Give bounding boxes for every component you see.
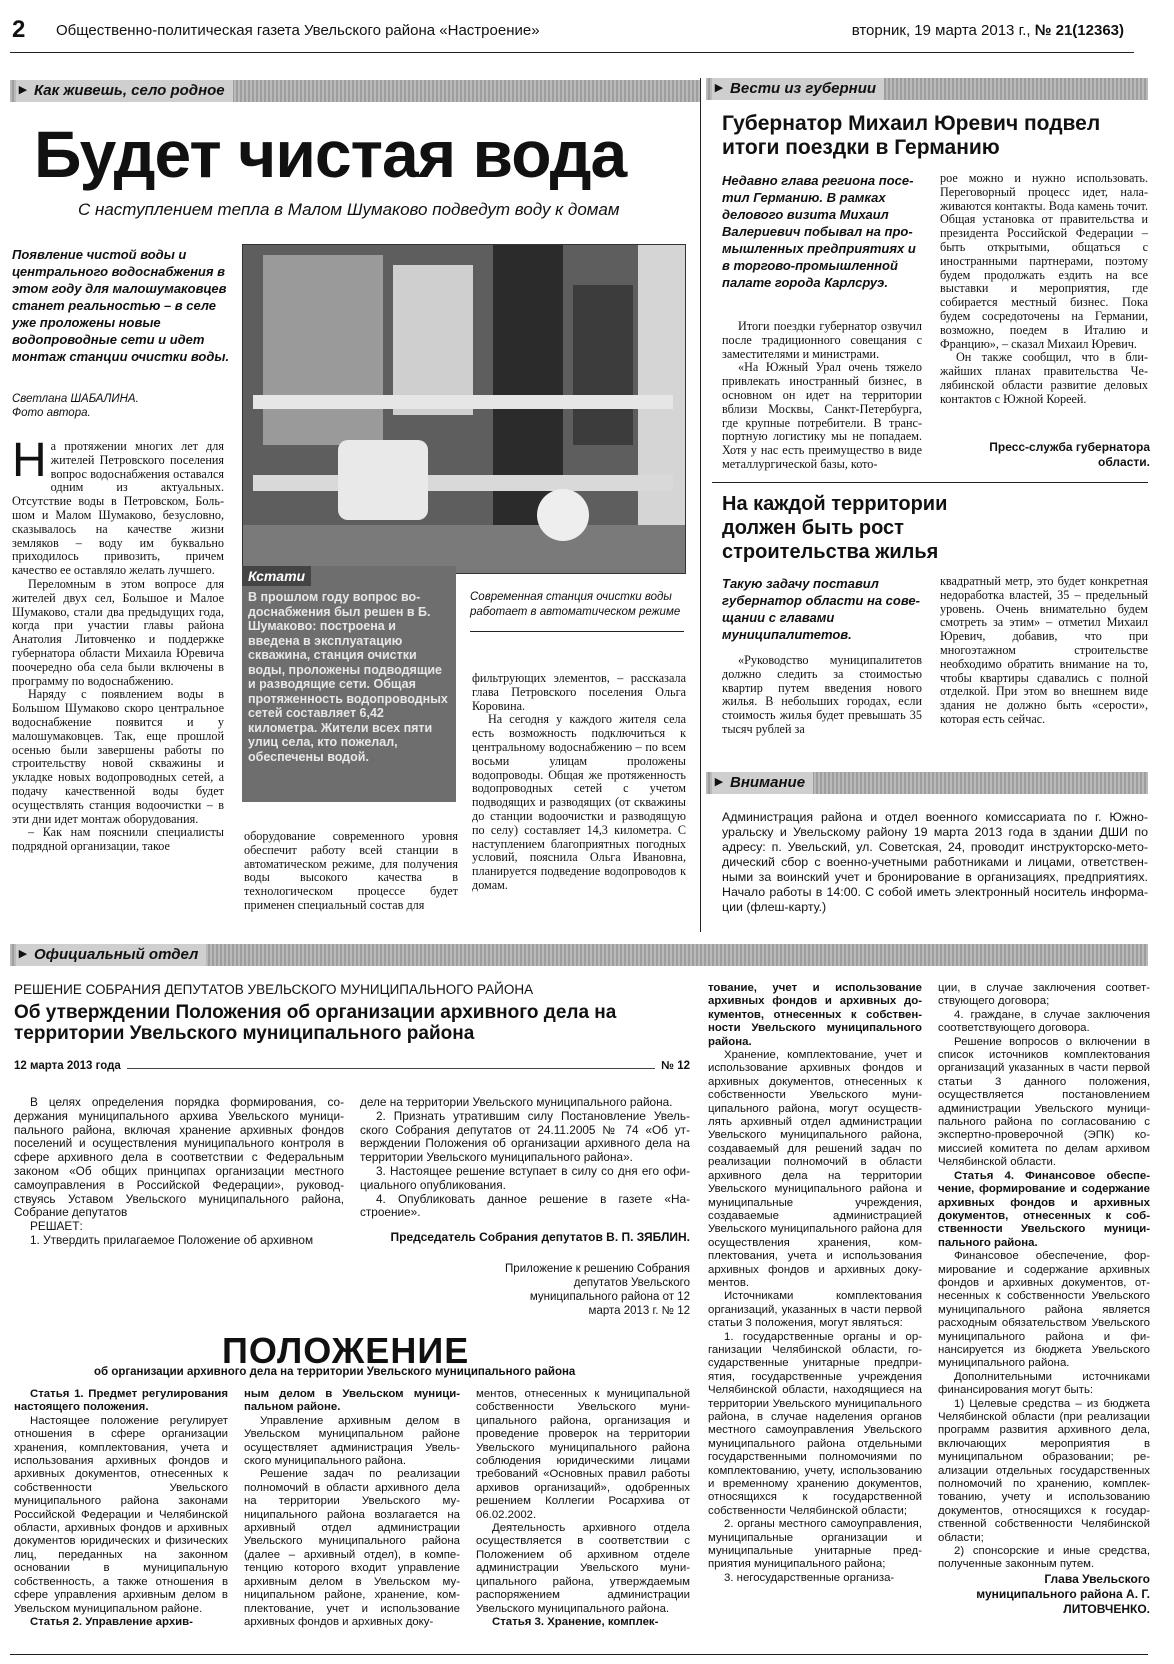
gov-col1-p1: Итоги поездки губернатор озвучил после традиционного совещания с заместителями и министрами. <box>722 319 922 361</box>
date-text: вторник, 19 марта 2013 г., <box>851 22 1031 39</box>
article-column-1 <box>12 434 224 854</box>
section-label: ▸ Как живешь, село родное <box>16 80 233 102</box>
housing-column-1 <box>722 654 922 737</box>
polozhenie-column-3 <box>476 1388 690 1629</box>
article-4-heading: Статья 4. Финансовое обеспечение, формирование и содержание архивных фондов и архивных документов, отнесенных к собственности Увельского муниципального района. <box>938 1169 1150 1249</box>
byline <box>12 392 222 420</box>
polozhenie-column-2 <box>244 1388 460 1629</box>
governor-signature: Пресс-служба губернатора области. <box>989 440 1150 469</box>
dropcap: Н <box>12 434 47 487</box>
decision-preamble: В целях определения порядка формирования, содержания муниципального архива Увельского муниципального района, включая хранение архивных фондов поселений и осуществления муниципального контроля в сфере архивного дела в соответствии с Федеральным законом «Об общих принципах организации местного самоуправления в Российской Федерации», руководствуясь Уставом Увельского муниципального района, Собрание депутатов <box>14 1095 344 1220</box>
col1-paragraph-4: – Как нам пояснили специалисты подрядной организации, такое <box>12 825 224 854</box>
gov-col2-p2: Он также сообщил, что в ближайших планах правительства Челябинской области развитие деловых контактов с Южной Кореей. <box>940 350 1148 406</box>
article-3-text-4: 2. органы местного самоуправления, муниципальные организации и муниципальные унитарные предприятия муниципального района; <box>708 1518 922 1571</box>
newspaper-name: Общественно-политическая газета Увельского района «Настроение» <box>56 22 540 39</box>
article-4-text-3: 1) Целевые средства – из бюджета Челябинской области (при реализации программ развития архивного дела, включающих мероприятия в муниципальном образовании; реализации отдельных государственных полномочий по хранению, комплектованию, учету и использованию документов, относящихся к государственной собственности Челябинской области; <box>938 1397 1150 1544</box>
article-2-text-3: ментов, отнесенных к муниципальной собственности Увельского муниципального района, организация и проведение проверок на территории Увельского муниципального района соблюдения юридическими лицами требований «Основных правил работы архивов организаций», одобренных решением Коллегии Росархива от 06.02.2002. <box>476 1388 690 1521</box>
article-4-text-2: Дополнительными источниками финансирования могут быть: <box>938 1370 1150 1397</box>
gov-col1-p2: «На Южный Урал очень тяжело привлекать иностранный бизнес, в основном он идет на территории вблизи Москвы, Санкт-Петербурга, где крупные потребители. В транспортную логистику мы не попадаем. Хотя у нас есть преимущество в виде металлургической базы, кото- <box>722 360 922 471</box>
water-station-photo <box>242 244 686 574</box>
sidebar-kstati <box>242 566 456 802</box>
housing-lead: Такую задачу поставил губернатор области на совещании с главами муниципалитетов. <box>722 576 920 642</box>
housing-title: На каждой территории должен быть рост строительства жилья <box>722 493 948 563</box>
article-3-text-7: 4. граждане, в случае заключения соответствующего договора. <box>938 1008 1150 1035</box>
footer-rule <box>10 1654 1148 1655</box>
article-title: Будет чистая вода <box>34 117 627 191</box>
col3-paragraph-2: На сегодня у каждого жителя села есть возможность подключиться к центральному водоснабжению – по всем восьми улицам проложены водопроводы. Общая же протяженность водопроводных сетей с учетом подводящих и разводящих (от скважины до станции водоочистки и разводящую по селу) составляет 14,3 километра. С наступлением благоприятных погодных условий, пояснила Ольга Ивановна, планируется подведение водопроводов к домам. <box>472 712 686 892</box>
article-2-text-1: Управление архивным делом в Увельском муниципальном районе осуществляет администрация Увельского муниципального района. <box>244 1414 460 1468</box>
housing-column-2 <box>940 575 1148 727</box>
polozhenie-column-1 <box>14 1388 228 1629</box>
decision-resolves: РЕШАЕТ: <box>30 1219 83 1234</box>
governor-column-2 <box>940 172 1148 407</box>
decision-b-p2: 2. Признать утратившим силу Постановление Увельского Собрания депутатов от 24.11.2005 № 74 «Об утверждении Положения об организации архивного дела на территории Увельского муниципального района». <box>360 1108 690 1165</box>
governor-lead: Недавно глава региона посетил Германию. В рамках делового визита Михаил Валериевич побывал на промышленных предприятиях и в торгово-промышленной палате города Карлсруэ. <box>722 173 916 290</box>
section-bar-official <box>10 944 1148 966</box>
column-divider <box>700 78 701 932</box>
article-3-text-5: 3. негосударственные организа- <box>724 1571 895 1584</box>
chair-signature: Председатель Собрания депутатов В. П. ЗЯБЛИН. <box>390 1230 690 1244</box>
article-4-text-4: 2) спонсорские и иные средства, полученные законным путем. <box>938 1545 1150 1571</box>
col1-paragraph-2: Переломным в этом вопросе для жителей двух сел, Большое и Малое Шумаково, стали два предыдущих года, когда при участии главы района Анатолия Литовченко и поддержке губернатора области Михаила Юревича поочередно оба села были включены в программу по водоснабжению. <box>12 576 224 688</box>
photo-credit: Фото автора. <box>12 407 91 419</box>
governor-rule <box>712 482 1148 483</box>
photo-caption: Современная станция очистки воды работает в автоматическом режиме <box>470 590 684 632</box>
article-4-text-1: Финансовое обеспечение, формирование и содержание архивных фондов и архивных документов, отнесенных к собственности Увельского муниципального района является расходным обязательством Увельского муниципального района и финансируется из бюджета Увельского муниципального района. <box>938 1250 1150 1370</box>
decision-column-b <box>360 1096 690 1220</box>
polozhenie-column-5 <box>938 982 1150 1617</box>
appendix-note: Приложение к решению Собрания депутатов Увельского муниципального района от 12 марта 2013 г. № 12 <box>505 1263 690 1317</box>
notice-text <box>722 810 1148 915</box>
col1-paragraph-3: Наряду с появлением воды в Большом Шумаково скоро центральное водоснабжение появится и у малошумаковцев. Так, еще прошлой осенью были завершены работы по строительству новой скважины и укладке новых водопроводных сетей, а подачу качественной воды будет осуществлять станция водоочистки – в эти дни идет монтаж оборудования. <box>12 687 224 826</box>
photo-illustration <box>243 245 686 574</box>
article-2-text-4: Деятельность архивного отдела осуществляется в соответствии с Положением об архивном отделе администрации Увельского муниципального района, утверждаемым распоряжением администрации Увельского муниципального района. <box>476 1522 690 1615</box>
polozhenie-column-4 <box>708 982 922 1585</box>
section-bar-village <box>10 80 700 102</box>
article-2-text-2: Решение задач по реализации полномочий в области архивного дела на территории Увельского муниципального района возлагается на архивный отдел администрации Увельского муниципального района (далее – архивный отдел), в компетенцию которого входит управление архивным делом в Увельском муниципальном районе, хранение, комплектование, учет и использование архивных фондов и архивных доку- <box>244 1468 460 1628</box>
decision-b-p4: 4. Опубликовать данное решение в газете «Настроение». <box>360 1191 690 1220</box>
notice-paragraph: Администрация района и отдел военного комиссариата по г. Южноуральску и Увельскому району 19 марта 2013 года в здании ДШИ по адресу: п. Увельский, ул. Советская, 24, проводит инструкторско-методический сбор с военно-учетными работниками и лицами, ответственными за воинский учет и бронирование в организациях, предприятиях. Начало работы в 14:00. С собой иметь электронный носитель информации (флеш-карту.) <box>722 810 1148 914</box>
polozhenie-subtitle: об организации архивного дела на территории Увельского муниципального района <box>94 1366 576 1378</box>
article-3-text-6: ции, в случае заключения соответствующего договора; <box>938 982 1150 1008</box>
article-column-3 <box>472 672 686 893</box>
article-3-text-1: Хранение, комплектование, учет и использование архивных фондов и архивных документов, отнесенных к собственности Увельского муниципального района, могут осуществлять архивный отдел администрации Увельского муниципального района, создаваемый для решений задач по реализации полномочий в области архивного дела на территории Увельского муниципального района и муниципальные учреждения, создаваемые администрацией Увельского муниципального района для осуществления хранения, комплектования, учета и использования архивных фондов и архивных документов. <box>708 1049 922 1289</box>
section-label: ▸ Вести из губернии <box>712 78 884 100</box>
col1-paragraph-1: а протяжении многих лет для жителей Петровского поселения вопрос водоснабжения оставался одним из актуальных. Отсутствие воды в Петровском, Большом и Малом Шумаково, безусловно, сказывалось на качестве жизни земляков – воду им буквально приходилось привозить, причем качество ее оставляло желать лучшего. <box>12 439 224 578</box>
article-subtitle: С наступлением тепла в Малом Шумаково подведут воду к домам <box>78 200 620 219</box>
decision-date-line <box>14 1060 690 1076</box>
decision-b-p1: деле на территории Увельского муниципального района. <box>360 1095 673 1109</box>
decision-column-a <box>14 1096 344 1248</box>
section-bar-region <box>706 78 1148 100</box>
governor-title: Губернатор Михаил Юревич подвел итоги поездки в Германию <box>722 112 1101 159</box>
decision-kicker: РЕШЕНИЕ СОБРАНИЯ ДЕПУТАТОВ УВЕЛЬСКОГО МУНИЦИПАЛЬНОГО РАЙОНА <box>14 982 534 997</box>
issue-number: № 21(12363) <box>1034 22 1124 39</box>
decision-number: № 12 <box>655 1060 690 1072</box>
housing-col1-p1: «Руководство муниципалитетов должно следить за стоимостью квартир путем введения нового жилья. В небольших городах, если стоимость жилья будет превышать 35 тысяч рублей за <box>722 653 922 736</box>
decision-title: Об утверждении Положения об организации архивного дела на территории Увельского муниципального района <box>14 1002 617 1044</box>
issue-date <box>852 22 1124 39</box>
sidebox-title: Кстати <box>242 566 311 586</box>
section-bar-notice <box>706 772 1148 794</box>
article-3-text-3: 1. государственные органы и организации Челябинской области, государственные унитарные предприятия, государственные учреждения Челябинской области, находящиеся на территории Увельского муниципального района, в случае наделения органов местного самоуправления Увельского муниципального района отдельными государственными полномочиями по комплектованию, учету, использованию и временному хранению документов, относящихся к государственной собственности Челябинской области; <box>708 1330 922 1517</box>
head-signature: Глава Увельского муниципального района А. Г. ЛИТОВЧЕНКО. <box>976 1571 1150 1616</box>
governor-column-1 <box>722 320 922 472</box>
col3-paragraph-1: фильтрующих элементов, – рассказала глава Петровского поселения Ольга Коровина. <box>472 671 686 713</box>
polozhenie-title: ПОЛОЖЕНИЕ <box>222 1330 470 1371</box>
author: Светлана ШАБАЛИНА. <box>12 393 139 405</box>
col2-text: оборудование современного уровня обеспечит работу всей станции в автоматическом режиме, для получения воды высокого качества в технологическом процессе будет применен специальный состав для <box>244 829 458 912</box>
article-2-heading-start: Статья 2. Управление архив- <box>30 1615 193 1628</box>
gov-col2-p1: рое можно и нужно использовать. Переговорный процесс идет, налаживаются контакты. Вода камень точит. Общая установка от правительства и президента Российской Федерации – быть открытыми, общаться с иностранными партнерами, поэтому будем продолжать ездить на все выставки и мероприятия, где собирается местный бизнес. Пока будем сосредоточены на Германии, возможно, поедем в Италию и Францию», – сказал Михаил Юревич. <box>940 171 1148 351</box>
article-1-heading: Статья 1. Предмет регулирования настоящего положения. <box>14 1388 228 1414</box>
page-number: 2 <box>12 16 26 43</box>
sidebox-text: В прошлом году вопрос водоснабжения был решен в Б. Шумаково: построена и введена в эксплуатацию скважина, станция очистки воды, проложены подводящие и разводящие сети. Общая протяженность водопроводных сетей составляет 6,42 километра. Жители всех пяти улиц села, кто пожелал, обеспечены водой. <box>248 590 448 764</box>
decision-item-1: 1. Утвердить прилагаемое Положение об архивном <box>30 1232 314 1247</box>
article-3-text-8: Решение вопросов о включении в список источников комплектования организаций указанных в части первой статьи 3 данного положения, осуществляется постановлением администрации Увельского муниципального района по согласованию с экспертно-проверочной (ЭПК) комиссией комитета по делам архивом Челябинской области. <box>938 1035 1150 1169</box>
article-1-text: Настоящее положение регулирует отношения в сфере организации хранения, комплектования, учета и использования архивных фондов и архивных документов, отнесенных к собственности Увельского муниципального района законами Российской Федерации и Челябинской области, архивных фондов и архивных документов юридических и физических лиц, переданных на законном основании в муниципальную собственность, а также отношения в сфере управления архивным делом в Увельском муниципальном районе. <box>14 1414 228 1615</box>
article-3-heading-start: Статья 3. Хранение, комплек- <box>492 1615 659 1628</box>
article-3-heading-end: тование, учет и использование архивных фондов и архивных документов, отнесенных к собственности Увельского муниципального района. <box>708 982 922 1048</box>
article-2-heading-end: ным делом в Увельском муниципальном районе. <box>244 1388 460 1414</box>
article-3-text-2: Источниками комплектования организаций, указанных в части первой статьи 3 положения, могут являться: <box>708 1290 922 1330</box>
decision-b-p3: 3. Настоящее решение вступает в силу со дня его официального опубликования. <box>360 1163 690 1192</box>
article-column-2 <box>244 830 458 913</box>
section-label: ▸ Внимание <box>712 772 813 794</box>
housing-col2-p1: квадратный метр, это будет конкретная недоработка властей, 35 – предельный уровень. Очень внимательно будем смотреть за этим» – отметил Михаил Юревич, добавив, что при многоэтажном строительстве необходимо обратить внимание на то, чтобы квартиры сдавались с полной отделкой. При этом во внешнем виде здания не должно быть «серости», которая есть сейчас. <box>940 574 1148 726</box>
section-label: ▸ Официальный отдел <box>16 944 206 966</box>
article-lead: Появление чистой воды и центрального водоснабжения в этом году для малошумаковцев станет реальностью – в селе уже проложены новые водопроводные сети и идет монтаж станции очистки воды. <box>12 247 230 364</box>
decision-date: 12 марта 2013 года <box>14 1060 127 1072</box>
header-rule <box>10 52 1134 53</box>
